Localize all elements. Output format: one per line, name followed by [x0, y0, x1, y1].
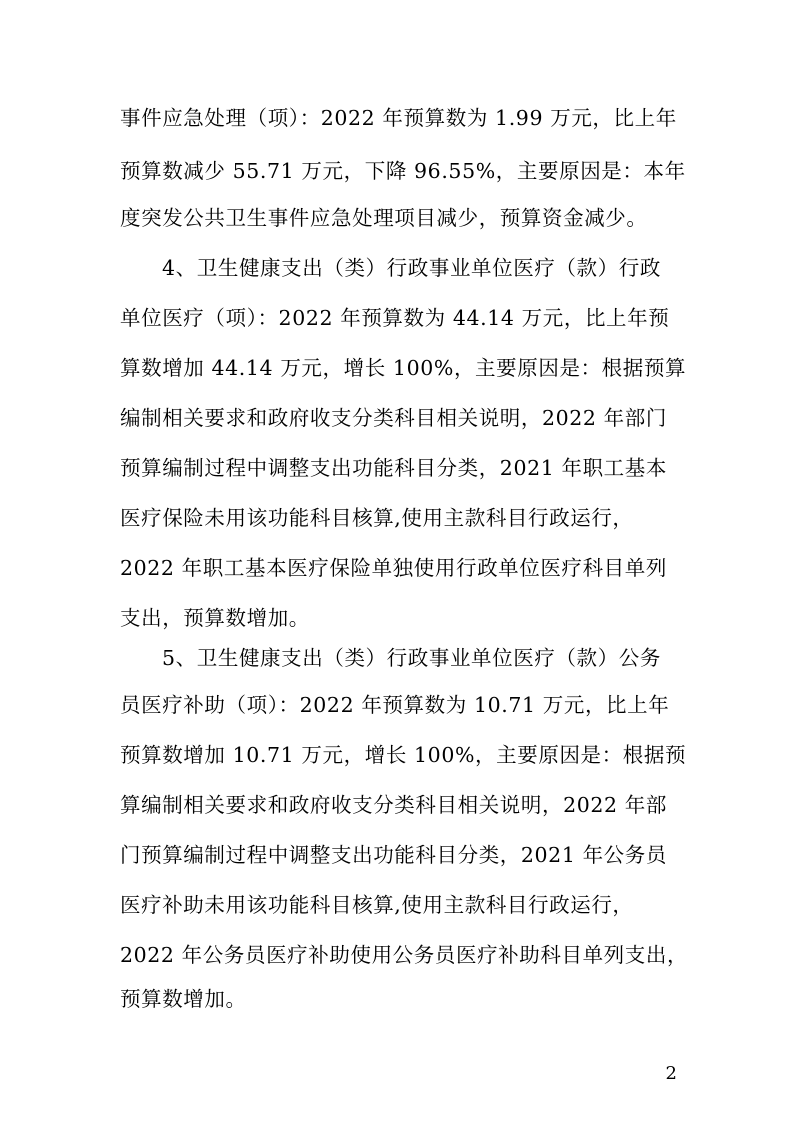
paragraph-4-heading-line: 4、卫生健康支出（类）行政事业单位医疗（款）行政	[162, 256, 661, 280]
text-line: 员医疗补助（项）：2022 年预算数为 10.71 万元，比上年	[120, 693, 670, 717]
text-line: 算编制相关要求和政府收支分类科目相关说明，2022 年部	[120, 793, 667, 817]
text-line: 门预算编制过程中调整支出功能科目分类，2021 年公务员	[120, 843, 667, 867]
text-line: 预算数增加。	[120, 987, 247, 1011]
text-line: 2022 年职工基本医疗保险单独使用行政单位医疗科目单列	[120, 556, 667, 580]
text-line: 预算数减少 55.71 万元，下降 96.55%，主要原因是：本年	[120, 159, 686, 183]
text-line: 事件应急处理（项）：2022 年预算数为 1.99 万元，比上年	[120, 106, 677, 130]
text-line: 度突发公共卫生事件应急处理项目减少，预算资金减少。	[120, 206, 648, 230]
text-line: 单位医疗（项）：2022 年预算数为 44.14 万元，比上年预	[120, 306, 670, 330]
text-line: 2022 年公务员医疗补助使用公务员医疗补助科目单列支出，	[120, 943, 689, 967]
text-line: 医疗补助未用该功能科目核算,使用主款科目行政运行，	[120, 893, 634, 917]
text-line: 编制相关要求和政府收支分类科目相关说明，2022 年部门	[120, 406, 667, 430]
text-line: 支出，预算数增加。	[120, 606, 310, 630]
paragraph-5-heading-line: 5、卫生健康支出（类）行政事业单位医疗（款）公务	[162, 646, 661, 670]
text-line: 医疗保险未用该功能科目核算,使用主款科目行政运行，	[120, 506, 634, 530]
text-line: 预算编制过程中调整支出功能科目分类，2021 年职工基本	[120, 456, 667, 480]
text-line: 预算数增加 10.71 万元，增长 100%，主要原因是：根据预	[120, 743, 687, 767]
page-number: 2	[665, 1063, 677, 1084]
text-line: 算数增加 44.14 万元，增长 100%，主要原因是：根据预算	[120, 356, 687, 380]
